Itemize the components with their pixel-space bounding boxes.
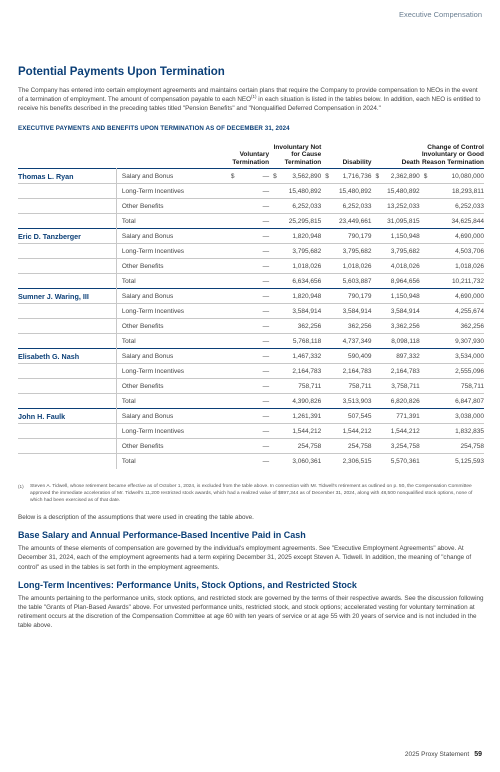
row-label: Total [116,334,226,349]
value-cell [321,334,371,349]
value-text: 2,164,783 [342,367,372,375]
value-text: 790,179 [347,232,372,240]
value-cell [420,394,484,409]
table-row [18,274,484,289]
row-label: Long-Term Incentives [116,364,226,379]
table-row [18,229,484,244]
value-text: — [262,202,270,210]
table-row [18,424,484,439]
executive-name: Sumner J. Waring, III [18,291,89,301]
value-text: 3,254,758 [390,442,420,450]
value-cell [371,229,419,244]
value-text: 3,584,914 [390,307,420,315]
value-text: 5,125,593 [455,457,484,465]
currency-symbol: $ [230,172,235,180]
value-text: 3,584,914 [292,307,322,315]
value-cell [321,364,371,379]
value-text: 13,252,033 [387,202,420,210]
value-text: — [262,352,270,360]
value-cell [227,409,269,424]
value-cell [371,184,419,199]
value-text: 3,795,682 [292,247,322,255]
page-title: Potential Payments Upon Termination [18,66,225,78]
value-cell [269,379,321,394]
value-text: 15,480,892 [338,187,372,195]
value-text: — [262,172,270,180]
row-label: Total [116,394,226,409]
value-text: — [262,412,270,420]
value-text: 1,820,948 [292,232,322,240]
value-cell [371,169,419,184]
executive-name [18,379,116,394]
value-cell [269,214,321,229]
value-cell [227,424,269,439]
table-title: EXECUTIVE PAYMENTS AND BENEFITS UPON TERMINATION AS OF DECEMBER 31, 2024 [18,124,290,132]
value-text: 3,795,682 [390,247,420,255]
value-text: 3,038,000 [455,412,484,420]
value-text: 362,256 [297,322,322,330]
value-cell [371,394,419,409]
value-text: 4,018,026 [390,262,420,270]
header-involuntary: Involuntary Not for Cause Termination [273,143,322,166]
value-cell [420,409,484,424]
value-cell [420,349,484,364]
intro-text-a: The Company has entered into certain employment agreements and maintains certain plans that require the Company to provide compensation to NEOs in the event of a termination of employment. The amount of compensation payable to each NEO [18,87,478,104]
value-text: 6,252,033 [342,202,372,210]
termination-payments-table [18,144,484,469]
value-text: 1,018,026 [342,262,372,270]
value-cell [269,394,321,409]
table-body [18,169,484,469]
value-text: 2,164,783 [390,367,420,375]
value-text: 10,080,000 [451,172,484,180]
value-cell [420,259,484,274]
value-text: 1,544,212 [292,427,322,435]
value-text: 3,758,711 [391,382,420,390]
value-text: — [262,232,270,240]
value-cell [321,274,371,289]
value-cell [371,289,419,304]
footnote-ref: (1) [251,94,257,100]
value-cell [321,319,371,334]
value-cell [227,244,269,259]
executive-name [18,274,116,289]
value-cell [269,334,321,349]
value-text: 3,362,256 [390,322,420,330]
value-cell [321,379,371,394]
executive-name [18,424,116,439]
value-cell [371,454,419,469]
table-row [18,259,484,274]
value-cell [269,199,321,214]
executive-name [18,199,116,214]
value-text: — [262,457,270,465]
table-row [18,319,484,334]
executive-name [18,319,116,334]
executive-name [18,334,116,349]
row-label: Other Benefits [116,379,226,394]
value-cell [420,184,484,199]
value-text: — [262,337,270,345]
row-label: Total [116,214,226,229]
table-row [18,304,484,319]
value-text: 758,711 [298,382,322,390]
value-text: 1,150,948 [390,292,420,300]
value-cell [371,214,419,229]
value-cell [371,319,419,334]
value-cell [269,454,321,469]
row-label: Other Benefits [116,259,226,274]
row-label: Long-Term Incentives [116,424,226,439]
value-text: 758,711 [348,382,372,390]
value-text: 15,480,892 [387,187,420,195]
row-label: Long-Term Incentives [116,304,226,319]
page-footer [405,751,482,758]
value-text: 23,449,661 [338,217,372,225]
footnote-mark: (1) [18,483,24,489]
row-label: Other Benefits [116,319,226,334]
value-text: 15,480,892 [288,187,322,195]
value-text: 1,018,026 [455,262,484,270]
value-text: — [262,382,270,390]
value-cell [420,169,484,184]
currency-symbol: $ [273,172,277,180]
value-cell [420,304,484,319]
value-cell [420,244,484,259]
header-change-of-control: Change of Control Involuntary or Good Reason Termination [421,143,484,166]
currency-symbol: $ [375,172,380,180]
header-label-col [116,144,226,169]
table-row [18,364,484,379]
value-text: 790,179 [347,292,372,300]
footer-label: 2025 Proxy Statement [404,751,470,758]
value-text: 31,095,815 [387,217,420,225]
executive-name [18,244,116,259]
value-cell [269,229,321,244]
value-cell [420,424,484,439]
value-cell [321,304,371,319]
value-cell [269,439,321,454]
value-cell [227,379,269,394]
header-death: Death [401,158,420,166]
value-cell [269,409,321,424]
section-body-lti: The amounts pertaining to the performance units, stock options, and restricted stock are governed by the terms of their respective awards. See the discussion following the table "Grants of Plan-Based Awards" above. For unvested performance units, restricted stock, and stock options; accelerated vesting for voluntary termination at retirement occurs at the discretion of the Compensation Committee at age 60 with ten years of service or at age 55 with 20 years of service and is not included in the table above. [18,594,484,630]
executive-name [18,214,116,229]
row-label: Other Benefits [116,199,226,214]
intro-text-b: in each situation is listed in the tables below. In addition, each NEO is entitled to receive his benefits described in the preceding tables titled "Pension Benefits" and "Nonqualified Deferred Compensation in 2024." [18,96,481,113]
footnote-text: Steven A. Tidwell, whose retirement became effective as of October 1, 2024, is excluded from the table above. In connection with Mr. Tidwell's retirement as outlined on p. 50, the Compensation Committee approved the immediate acceleration of Mr. Tidwell's 11,200 restricted stock awards, which had a realized value of $897,344 as of December 31, 2024, along with 48,500 nonqualified stock options, none of which had been exercised as of that date. [30,483,473,504]
value-cell [321,409,371,424]
value-cell [371,304,419,319]
value-cell [227,439,269,454]
value-text: 2,164,783 [292,367,322,375]
value-text: 5,768,118 [292,337,322,345]
value-cell [420,229,484,244]
row-label: Total [116,274,226,289]
value-text: 1,820,948 [292,292,322,300]
value-text: 3,513,903 [342,397,372,405]
value-text: — [262,217,270,225]
value-text: 18,293,811 [451,187,484,195]
value-cell [227,394,269,409]
value-text: 362,256 [460,322,484,330]
row-label: Other Benefits [116,439,226,454]
value-text: 4,737,349 [342,337,372,345]
value-cell [269,184,321,199]
value-cell [269,349,321,364]
executive-name: Thomas L. Ryan [18,171,74,181]
value-cell [420,364,484,379]
value-cell [321,439,371,454]
value-cell [227,454,269,469]
value-cell [321,184,371,199]
value-text: 4,390,826 [292,397,322,405]
row-label: Long-Term Incentives [116,244,226,259]
value-cell [371,259,419,274]
value-text: 254,758 [460,442,484,450]
value-text: 6,847,807 [455,397,484,405]
table-row [18,334,484,349]
value-text: 771,391 [396,412,420,420]
value-cell [371,409,419,424]
row-label: Total [116,454,226,469]
value-cell [321,394,371,409]
table-row [18,214,484,229]
assumptions-intro: Below is a description of the assumptions that were used in creating the table above. [18,514,254,522]
value-text: 362,256 [347,322,372,330]
value-text: 897,332 [396,352,420,360]
executive-name: John H. Faulk [18,411,66,421]
row-label: Salary and Bonus [116,169,226,184]
value-text: 2,555,096 [455,367,484,375]
value-cell [227,259,269,274]
table-row [18,169,484,184]
executive-name [18,454,116,469]
value-cell [321,424,371,439]
value-text: — [262,367,270,375]
value-text: — [262,187,270,195]
row-label: Salary and Bonus [116,289,226,304]
value-cell [227,319,269,334]
value-cell [321,214,371,229]
value-cell [227,304,269,319]
value-cell [420,319,484,334]
value-cell [227,289,269,304]
value-text: — [262,427,270,435]
value-text: 3,534,000 [455,352,484,360]
row-label: Salary and Bonus [116,349,226,364]
value-cell [371,364,419,379]
value-cell [227,274,269,289]
value-text: 758,711 [460,382,484,390]
value-text: 590,409 [347,352,372,360]
value-text: 8,964,656 [390,277,420,285]
table-row [18,394,484,409]
value-cell [227,184,269,199]
table-row [18,439,484,454]
page-number: 59 [474,751,482,758]
header-voluntary: Voluntary Termination [232,151,270,166]
value-cell [227,169,269,184]
value-text: 25,295,815 [288,217,322,225]
value-text: 3,584,914 [342,307,372,315]
table-row [18,454,484,469]
value-cell [321,244,371,259]
value-cell [269,424,321,439]
table-row [18,289,484,304]
value-text: — [262,322,270,330]
value-text: 4,255,674 [455,307,484,315]
value-cell [321,259,371,274]
section-title-lti: Long-Term Incentives: Performance Units, Stock Options, and Restricted Stock [18,579,357,590]
value-text: 507,545 [347,412,372,420]
value-text: 5,570,361 [390,457,420,465]
value-text: — [262,442,270,450]
value-cell [371,379,419,394]
footnote [18,483,484,505]
value-text: — [262,247,270,255]
executive-name [18,304,116,319]
value-cell [420,214,484,229]
value-cell [227,334,269,349]
value-cell [420,439,484,454]
header-disability: Disability [342,158,372,166]
table-row [18,409,484,424]
value-text: 5,603,887 [342,277,372,285]
value-text: 1,716,736 [342,172,372,180]
value-text: — [262,262,270,270]
value-text: 6,820,826 [390,397,420,405]
executive-name [18,439,116,454]
value-text: 1,544,212 [390,427,420,435]
value-text: 6,634,656 [292,277,322,285]
value-text: 1,261,391 [292,412,322,420]
row-label: Salary and Bonus [116,409,226,424]
value-cell [321,349,371,364]
value-cell [321,169,371,184]
value-cell [371,244,419,259]
value-text: — [262,307,270,315]
value-text: 254,758 [297,442,322,450]
value-cell [371,199,419,214]
value-cell [227,229,269,244]
value-cell [321,199,371,214]
value-text: — [262,292,270,300]
value-cell [269,169,321,184]
value-text: 34,625,844 [451,217,484,225]
executive-name [18,364,116,379]
currency-symbol: $ [325,172,329,180]
value-cell [420,289,484,304]
table-row [18,244,484,259]
value-text: 8,098,118 [391,337,420,345]
value-cell [269,289,321,304]
value-cell [371,439,419,454]
value-cell [371,349,419,364]
executive-name: Elisabeth G. Nash [18,351,80,361]
value-text: 9,307,930 [455,337,484,345]
row-label: Long-Term Incentives [116,184,226,199]
header-name-col [18,144,116,169]
value-cell [420,274,484,289]
value-text: 2,306,515 [342,457,372,465]
value-text: 6,252,033 [292,202,322,210]
value-text: 6,252,033 [455,202,484,210]
value-cell [227,199,269,214]
table-row [18,199,484,214]
value-text: — [262,277,270,285]
value-text: 3,795,682 [342,247,372,255]
value-cell [269,304,321,319]
executive-name [18,184,116,199]
value-cell [371,424,419,439]
value-text: 3,562,890 [292,172,322,180]
value-text: 4,690,000 [455,232,484,240]
value-text: 1,150,948 [390,232,420,240]
value-cell [371,274,419,289]
value-cell [227,214,269,229]
value-text: 2,362,890 [390,172,420,180]
value-cell [321,454,371,469]
table-row [18,349,484,364]
value-cell [321,229,371,244]
value-cell [420,454,484,469]
table-row [18,184,484,199]
value-cell [227,364,269,379]
value-cell [269,319,321,334]
value-text: 254,758 [347,442,372,450]
section-header: Executive Compensation [399,10,482,19]
value-cell [269,244,321,259]
value-cell [321,289,371,304]
value-text: 4,690,000 [455,292,484,300]
table-row [18,379,484,394]
value-cell [420,334,484,349]
section-body-salary: The amounts of these elements of compensation are governed by the individual's employment agreements. See "Executive Employment Agreements" above. At December 31, 2024, each of the employment agreements had a term expiring December 31, 2025 except Steven A. Tidwell. In addition, the meaning of "change of control" as used in the tables is set forth in the employment agreements. [18,545,472,571]
value-text: 1,832,835 [455,427,484,435]
value-cell [420,379,484,394]
executive-name: Eric D. Tanzberger [18,231,81,241]
row-label: Salary and Bonus [116,229,226,244]
value-cell [371,334,419,349]
value-cell [269,364,321,379]
value-cell [269,274,321,289]
value-text: 1,467,332 [292,352,322,360]
value-text: 1,544,212 [342,427,372,435]
value-cell [420,199,484,214]
section-title-salary: Base Salary and Annual Performance-Based Incentive Paid in Cash [18,530,306,541]
intro-paragraph [18,86,484,114]
page-content [18,66,484,639]
executive-name [18,394,116,409]
value-text: 3,060,361 [292,457,322,465]
value-cell [269,259,321,274]
value-text: 1,018,026 [292,262,322,270]
value-text: 4,503,706 [455,247,484,255]
value-text: — [262,397,270,405]
currency-symbol: $ [423,172,428,180]
executive-name [18,259,116,274]
value-cell [227,349,269,364]
value-text: 10,211,732 [451,277,484,285]
table-header-row [18,144,484,169]
